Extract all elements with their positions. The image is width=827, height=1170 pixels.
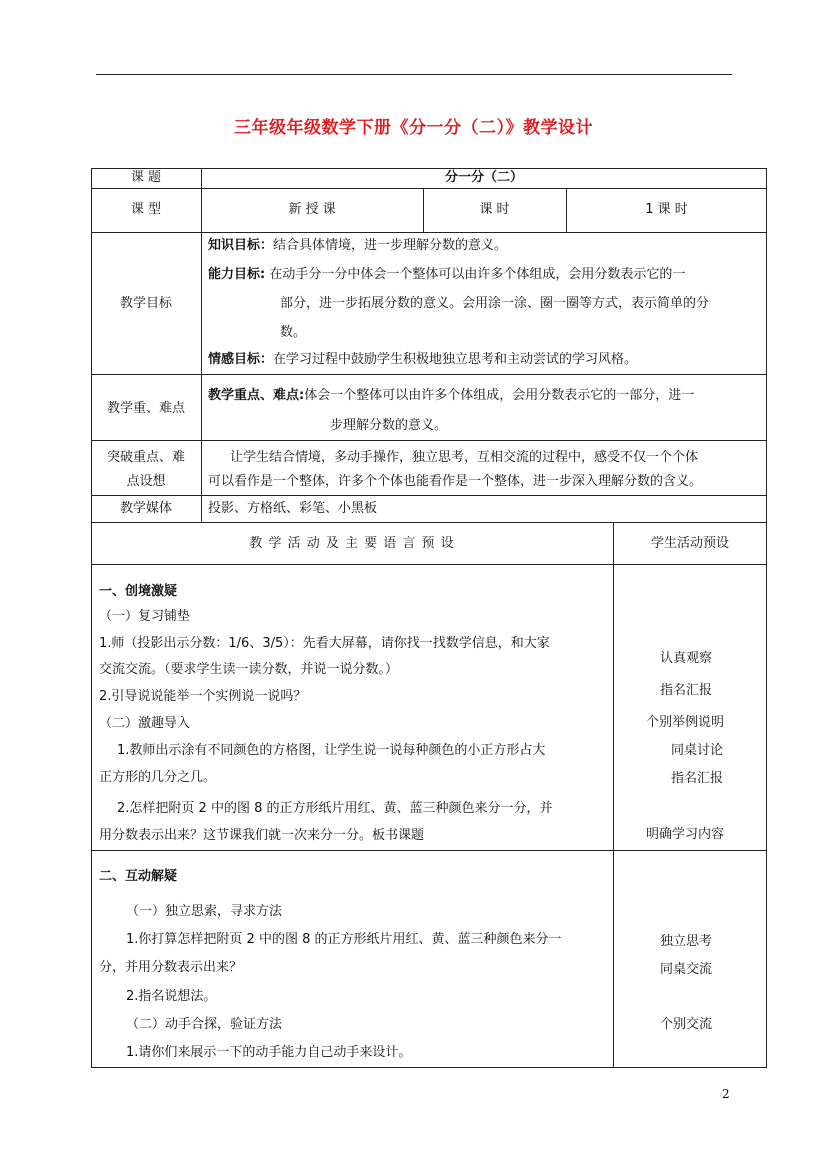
key-points-key: 教学重点、难点:: [208, 388, 305, 403]
sec2-line4: 1.请你们来展示一下的动手能力自己动手来设计。: [126, 1045, 412, 1060]
sec1-sub2: （二）激趣导入: [99, 716, 191, 731]
topic-label: 课 题: [130, 170, 162, 185]
hours-value: 1 课 时: [645, 202, 688, 217]
sec1-line4: 1.教师出示涂有不同颜色的方格图，让学生说一说每种颜色的小正方形占大: [117, 743, 546, 758]
lesson-info-table: [91, 168, 767, 523]
key-points: [208, 386, 694, 406]
sec1-line2: 交流交流。（要求学生读一读分数，并说一说分数。）: [99, 662, 399, 677]
key-label: 教学重、难点: [106, 401, 185, 416]
goal-ability-line1: 在动手分一分中体会一个整体可以由许多个体组成，会用分数表示它的一: [269, 267, 686, 282]
break-label-line1: 突破重点、难: [106, 450, 185, 465]
goal-knowledge-text: 结合具体情境，进一步理解分数的意义。: [273, 238, 508, 253]
goal-knowledge-key: 知识目标：: [208, 238, 274, 253]
sec2-line3: 2.指名说想法。: [126, 989, 217, 1004]
sec1-sub1: （一）复习铺垫: [99, 609, 191, 624]
goal-emotion-key: 情感目标：: [208, 352, 274, 367]
header-rule: [96, 74, 732, 75]
page-number: 2: [722, 1087, 730, 1101]
break-label-line2: 点设想: [126, 474, 166, 489]
type-label: 课 型: [130, 202, 162, 217]
sec2-activity3: 个别交流: [660, 1017, 713, 1032]
sec1-line1: 1.师（投影出示分数：1/6、3/5）：先看大屏幕，请你找一找数学信息，和大家: [99, 636, 550, 651]
activity-header: 教 学 活 动 及 主 要 语 言 预 设: [249, 536, 455, 551]
media-label: 教学媒体: [119, 501, 172, 516]
goal-emotion: [208, 350, 637, 370]
topic-value: 分一分（二）: [444, 170, 523, 185]
goal-ability-line3: 数。: [280, 325, 307, 340]
sec1-activity6: 明确学习内容: [646, 827, 725, 842]
sec1-activity5: 指名汇报: [671, 771, 724, 786]
sec1-activity3: 个别举例说明: [646, 715, 725, 730]
break-line2: 可以看作是一个整体，许多个个体也能看作是一个整体，进一步深入理解分数的含义。: [208, 474, 703, 489]
goal-emotion-text: 在学习过程中鼓励学生积极地独立思考和主动尝试的学习风格。: [273, 352, 638, 367]
goal-knowledge: [208, 236, 507, 256]
sec2-sub2: （二）动手合探，验证方法: [126, 1017, 283, 1032]
sec2-activity1: 独立思考: [660, 934, 713, 949]
goal-ability-key: 能力目标:: [208, 267, 266, 282]
hours-label: 课 时: [479, 202, 510, 217]
sec2-sub1: （一）独立思索，寻求方法: [126, 904, 283, 919]
sec1-activity4: 同桌讨论: [671, 743, 724, 758]
sec2-heading: 二、互动解疑: [99, 869, 178, 884]
student-header: 学生活动预设: [650, 536, 729, 551]
document-title: 三年级年级数学下册《分一分（二）》教学设计: [234, 118, 593, 138]
key-points-line2: 步理解分数的意义。: [330, 418, 448, 433]
sec2-line1: 1.你打算怎样把附页 2 中的图 8 的正方形纸片用红、黄、蓝三种颜色来分一: [126, 932, 562, 947]
sec1-line7: 用分数表示出来？这节课我们就一次来分一分。板书课题: [99, 828, 425, 843]
sec1-line6: 2.怎样把附页 2 中的图 8 的正方形纸片用红、黄、蓝三种颜色来分一分，并: [117, 801, 553, 816]
goal-ability: [208, 265, 685, 285]
sec2-activity2: 同桌交流: [660, 962, 713, 977]
sec2-line2: 分，并用分数表示出来？: [99, 960, 243, 975]
sec1-line3: 2.引导说说能举一个实例说一说吗？: [99, 689, 307, 704]
goals-label: 教学目标: [119, 296, 172, 311]
sec1-activity1: 认真观察: [660, 651, 713, 666]
media-value: 投影、方格纸、彩笔、小黑板: [208, 501, 378, 516]
goal-ability-line2: 部分，进一步拓展分数的意义。会用涂一涂、圈一圈等方式，表示简单的分: [280, 296, 710, 311]
sec1-activity2: 指名汇报: [660, 683, 713, 698]
sec1-line5: 正方形的几分之几。: [99, 770, 217, 785]
type-value: 新 授 课: [288, 202, 336, 217]
sec1-heading: 一、创境激疑: [99, 584, 178, 599]
break-line1: 让学生结合情境，多动手操作，独立思考，互相交流的过程中，感受不仅一个个体: [230, 450, 699, 465]
key-points-line1: 体会一个整体可以由许多个体组成，会用分数表示它的一部分，进一: [304, 388, 695, 403]
